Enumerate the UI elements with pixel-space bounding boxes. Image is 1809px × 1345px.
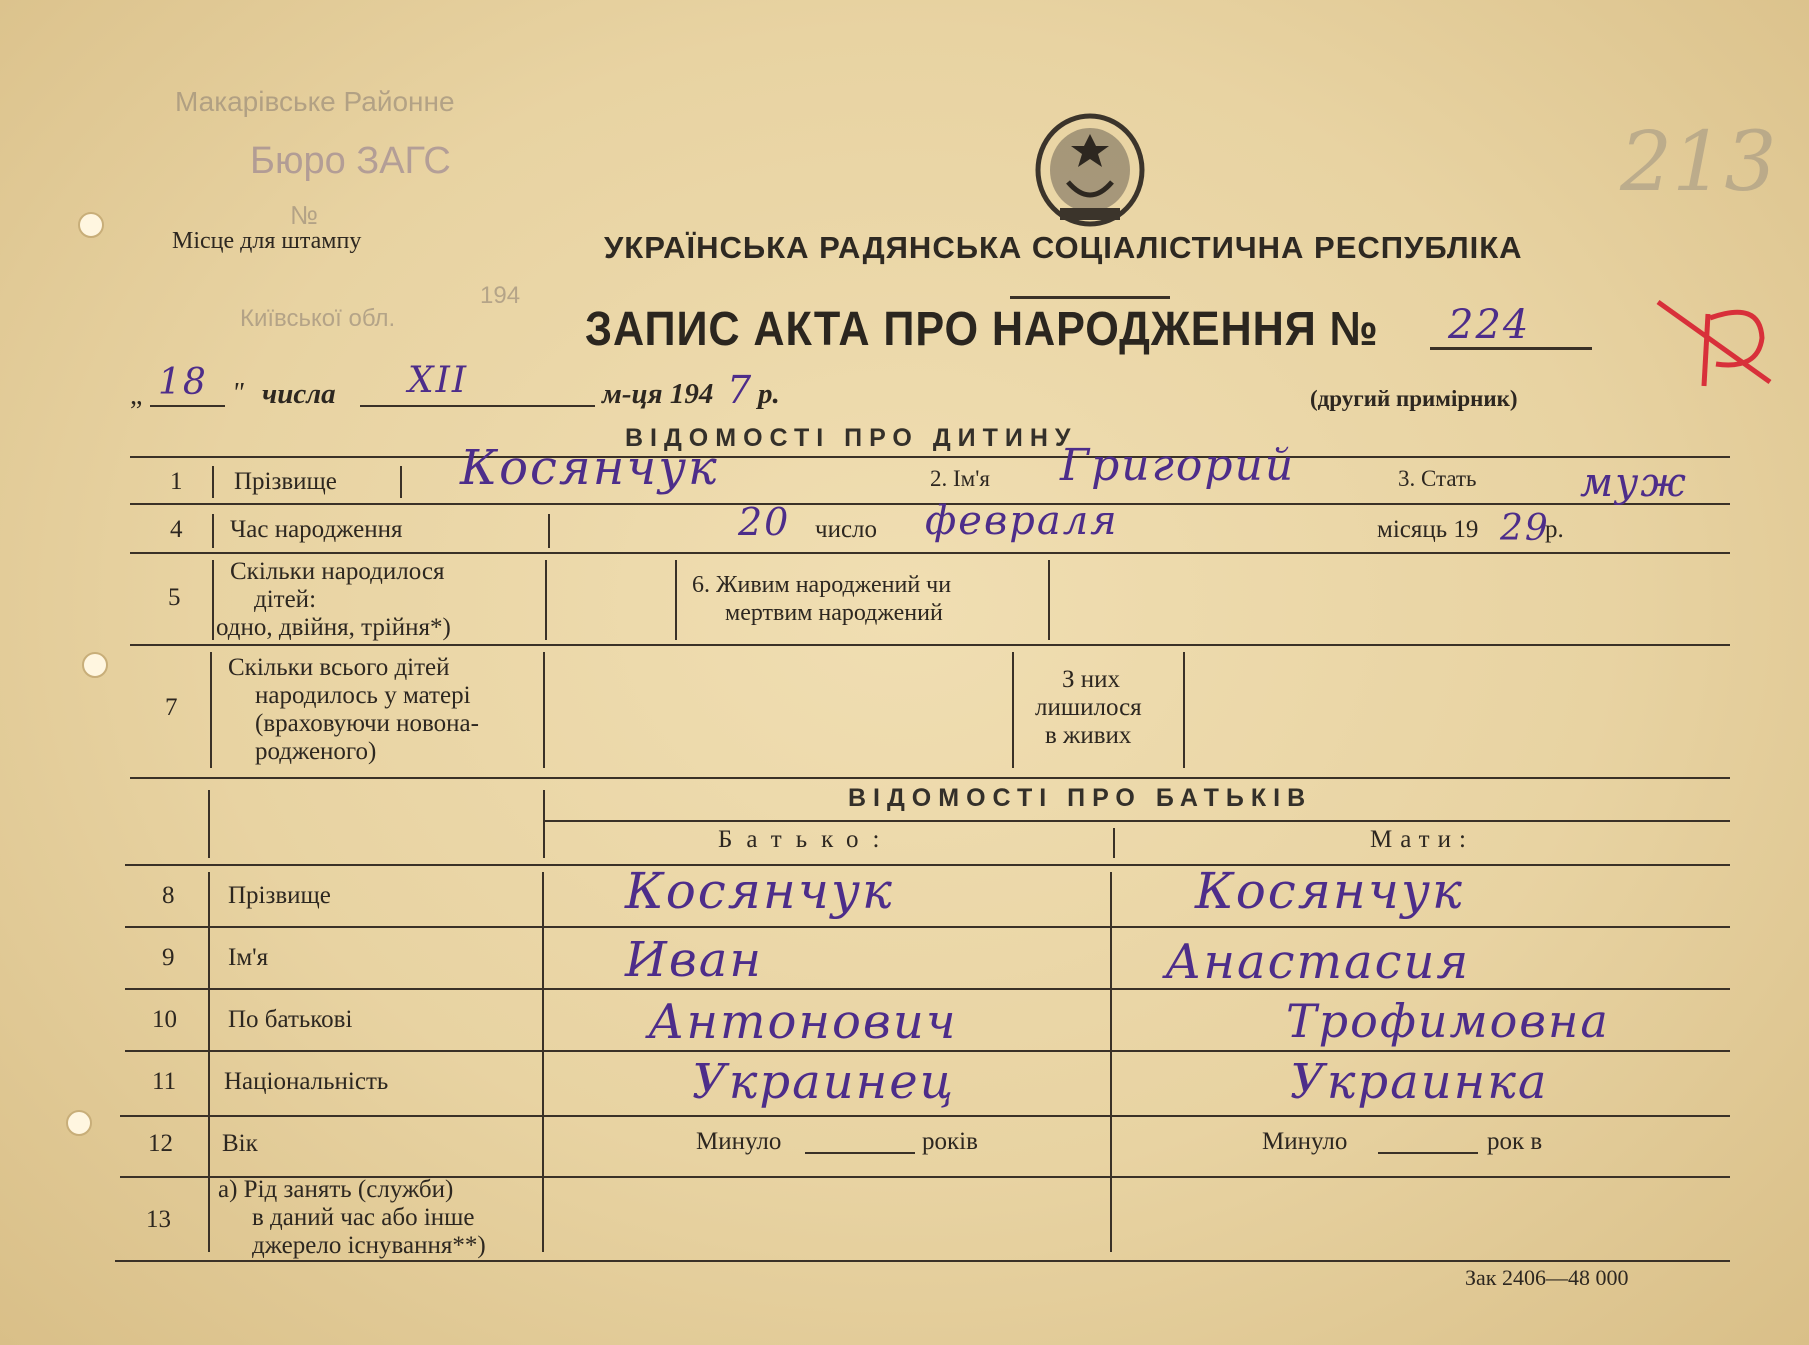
row12-mother-suffix: рок в bbox=[1487, 1128, 1543, 1155]
republic-heading: УКРАЇНСЬКА РАДЯНСЬКА СОЦІАЛІСТИЧНА РЕСПУБЛІКА bbox=[604, 230, 1523, 265]
stamp-line-4: 194 bbox=[480, 282, 521, 309]
vline-r7-alive-right bbox=[1183, 652, 1185, 768]
date-day-quote-close: " bbox=[232, 378, 244, 409]
row9-mother-value: Анастасия bbox=[1165, 934, 1471, 990]
vline-r4-no bbox=[212, 514, 214, 548]
row7-label-line3: (враховуючи новона- bbox=[255, 710, 479, 737]
vline-ph-no bbox=[208, 790, 210, 858]
grid-line-row7 bbox=[130, 777, 1730, 779]
vline-parents-no bbox=[208, 872, 210, 1252]
row10-father-value: Антонович bbox=[648, 994, 958, 1050]
grid-line-row4 bbox=[130, 552, 1730, 554]
stamp-line-3: № bbox=[290, 200, 318, 230]
row5-live-label-line2: мертвим народжений bbox=[725, 600, 943, 626]
vline-r5-live-right bbox=[1048, 560, 1050, 640]
row11-father-value: Украинец bbox=[692, 1054, 956, 1110]
grid-line-row10 bbox=[125, 1050, 1730, 1052]
row7-alive-line1: З них bbox=[1062, 666, 1121, 693]
date-month-line bbox=[360, 405, 595, 407]
row9-father-value: Иван bbox=[625, 932, 764, 988]
row10-label: По батькові bbox=[228, 1006, 353, 1033]
row8-number: 8 bbox=[162, 882, 175, 909]
vline-r1-label bbox=[400, 466, 402, 498]
row13-number: 13 bbox=[146, 1206, 171, 1233]
row7-number: 7 bbox=[165, 694, 178, 721]
row12-father-prefix: Минуло bbox=[696, 1128, 782, 1155]
row5-live-label-line1: 6. Живим народжений чи bbox=[692, 572, 952, 598]
record-number: 224 bbox=[1448, 302, 1531, 348]
heading-divider bbox=[1010, 296, 1170, 299]
row1-number: 1 bbox=[170, 468, 183, 495]
row4-number: 4 bbox=[170, 516, 183, 543]
row10-number: 10 bbox=[152, 1006, 177, 1033]
row13-label-line2: в даний час або інше bbox=[252, 1204, 475, 1231]
row12-father-suffix: років bbox=[922, 1128, 978, 1155]
row12-mother-blank bbox=[1378, 1152, 1478, 1154]
row7-alive-line3: в живих bbox=[1045, 722, 1132, 749]
date-month-suffix: м-ця 194 bbox=[602, 378, 714, 410]
row5-label-line1: Скільки народилося bbox=[230, 558, 445, 585]
vline-ph-mid bbox=[1113, 828, 1115, 858]
vline-r4-label bbox=[548, 514, 550, 548]
grid-line-parents-heading bbox=[545, 820, 1730, 822]
row7-label-line1: Скільки всього дітей bbox=[228, 654, 450, 681]
date-year-suffix: р. bbox=[758, 378, 780, 410]
mother-heading: Мати: bbox=[1370, 826, 1474, 853]
vline-r7-label bbox=[543, 652, 545, 768]
red-check-mark bbox=[1650, 290, 1780, 400]
row7-label-line2: народилось у матері bbox=[255, 682, 471, 709]
row12-father-blank bbox=[805, 1152, 915, 1154]
row5-label-line3: одно, двійня, трійня*) bbox=[216, 614, 451, 641]
date-day-suffix: числа bbox=[262, 378, 336, 410]
row5-number: 5 bbox=[168, 584, 181, 611]
row12-number: 12 bbox=[148, 1130, 173, 1157]
grid-line-row8 bbox=[125, 926, 1730, 928]
row1-name-label: 2. Ім'я bbox=[930, 466, 990, 491]
row4-day-value: 20 bbox=[738, 500, 791, 544]
row1-surname-label: Прізвище bbox=[234, 468, 337, 495]
grid-line-row5 bbox=[130, 644, 1730, 646]
grid-line-bottom bbox=[115, 1260, 1730, 1262]
binder-hole-bottom bbox=[66, 1110, 92, 1136]
row11-number: 11 bbox=[152, 1068, 177, 1095]
stamp-place-label: Місце для штампу bbox=[172, 228, 362, 254]
date-year-digit: 7 bbox=[727, 368, 754, 412]
emblem-icon bbox=[1030, 112, 1150, 230]
vline-ph-label bbox=[543, 790, 545, 858]
row1-sex-value: муж bbox=[1580, 460, 1688, 506]
row7-alive-line2: лишилося bbox=[1035, 694, 1142, 721]
date-day: 18 bbox=[158, 362, 208, 403]
row7-label-line4: родженого) bbox=[255, 738, 377, 765]
footer-order-number: Зак 2406—48 000 bbox=[1465, 1265, 1629, 1290]
grid-line-top bbox=[130, 456, 1730, 458]
row8-label: Прізвище bbox=[228, 882, 331, 909]
row12-mother-prefix: Минуло bbox=[1262, 1128, 1348, 1155]
row8-mother-value: Косянчук bbox=[1195, 862, 1464, 920]
binder-hole-middle bbox=[82, 652, 108, 678]
row4-month-value: февраля bbox=[925, 498, 1119, 544]
corner-number: 213 bbox=[1620, 115, 1777, 210]
grid-line-parents-sub bbox=[125, 864, 1730, 866]
record-number-underline bbox=[1430, 347, 1592, 350]
date-month: XII bbox=[408, 360, 469, 401]
row4-year-value: 29 bbox=[1500, 508, 1550, 549]
row8-father-value: Косянчук bbox=[625, 862, 894, 920]
stamp-line-1: Макарівське Районне bbox=[175, 86, 455, 117]
row4-month-label: місяць 19 bbox=[1377, 516, 1479, 543]
row1-name-value: Григорий bbox=[1060, 440, 1296, 491]
row4-year-suffix: р. bbox=[1545, 516, 1564, 543]
row13-label-line1: а) Рід занять (служби) bbox=[218, 1176, 454, 1203]
vline-r5-live-left bbox=[675, 560, 677, 640]
row10-mother-value: Трофимовна bbox=[1286, 994, 1610, 1048]
row13-label-line3: джерело існування**) bbox=[252, 1232, 486, 1259]
vline-r1-no bbox=[212, 466, 214, 498]
parents-section-heading: ВІДОМОСТІ ПРО БАТЬКІВ bbox=[848, 784, 1313, 812]
row12-label: Вік bbox=[222, 1130, 258, 1157]
stamp-line-5: Київської обл. bbox=[240, 305, 396, 332]
row5-label-line2: дітей: bbox=[254, 586, 317, 613]
row9-label: Ім'я bbox=[228, 944, 269, 971]
vline-r7-alive-left bbox=[1012, 652, 1014, 768]
grid-line-row11 bbox=[120, 1115, 1730, 1117]
row9-number: 9 bbox=[162, 944, 175, 971]
row1-surname-value: Косянчук bbox=[460, 440, 719, 496]
vline-r5-label bbox=[545, 560, 547, 640]
row1-sex-label: 3. Стать bbox=[1398, 466, 1477, 491]
father-heading: Батько: bbox=[718, 826, 894, 853]
child-section-heading: ВІДОМОСТІ ПРО ДИТИНУ bbox=[625, 424, 1078, 452]
copy-note: (другий примірник) bbox=[1310, 386, 1518, 411]
grid-line-row9 bbox=[125, 988, 1730, 990]
binder-hole-top bbox=[78, 212, 104, 238]
date-day-line bbox=[150, 405, 225, 407]
date-quote-open: „ bbox=[130, 380, 143, 411]
row4-label: Час народження bbox=[230, 516, 403, 543]
row4-day-label: число bbox=[815, 516, 878, 543]
vline-parents-label bbox=[542, 872, 544, 1252]
document-title: ЗАПИС АКТА ПРО НАРОДЖЕННЯ № bbox=[585, 303, 1379, 356]
vline-r7-no bbox=[210, 652, 212, 768]
vline-r5-no bbox=[212, 560, 214, 640]
row11-mother-value: Украинка bbox=[1290, 1054, 1549, 1110]
row11-label: Національність bbox=[224, 1068, 389, 1095]
vline-parents-mid bbox=[1110, 872, 1112, 1252]
stamp-line-2: Бюро ЗАГС bbox=[250, 140, 451, 182]
